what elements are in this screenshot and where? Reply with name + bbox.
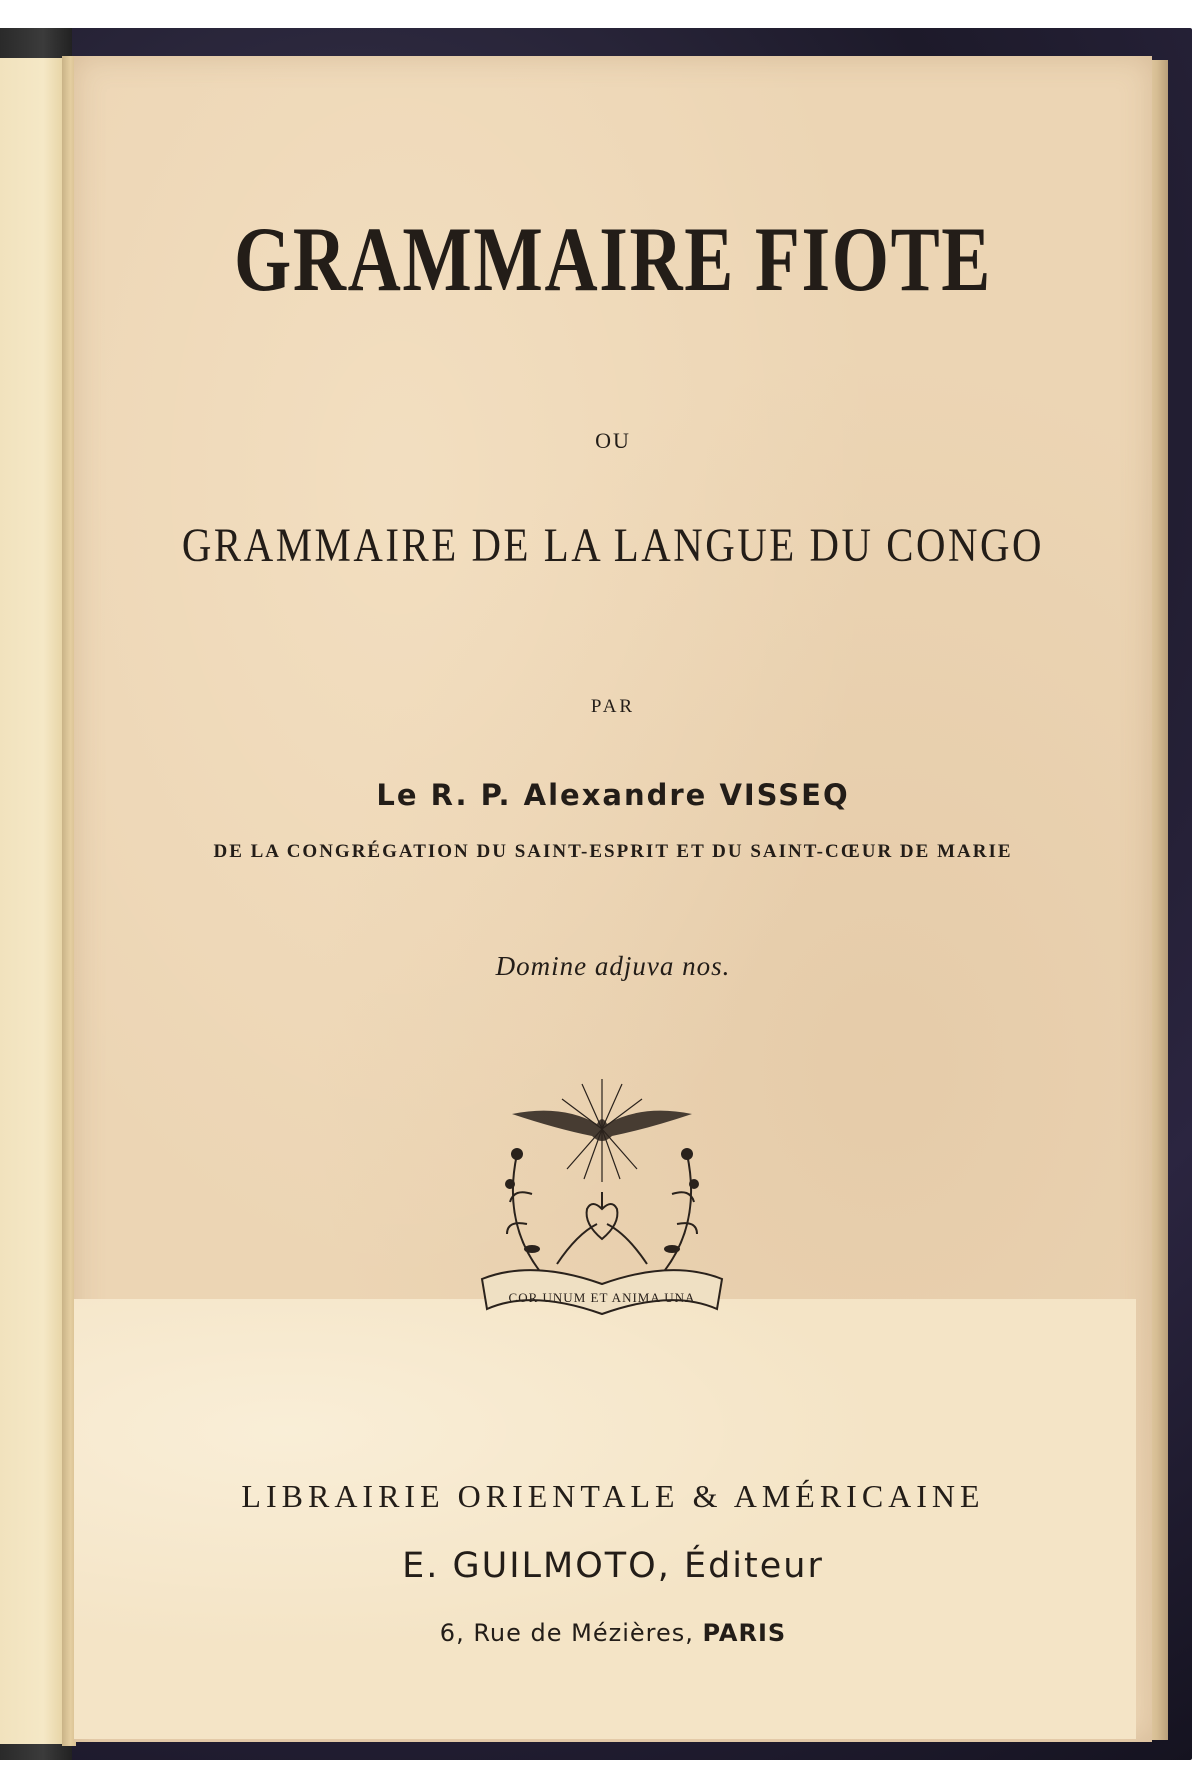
publisher-street: 6, Rue de Mézières, [439,1619,703,1647]
author-congregation: DE LA CONGRÉGATION DU SAINT-ESPRIT ET DU SAINT-CŒUR DE MARIE [213,841,1013,862]
book-title: GRAMMAIRE FIOTE [234,208,992,310]
book-subtitle: GRAMMAIRE DE LA LANGUE DU CONGO [181,519,1045,572]
author-name: Le R. P. Alexandre VISSEQ [376,778,850,812]
emblem-icon [472,1074,732,1324]
publisher-editor: E. GUILMOTO, Éditeur [402,1546,824,1586]
title-page [74,56,1152,1742]
publisher-address [74,1619,1152,1647]
publisher-house: LIBRAIRIE ORIENTALE & AMÉRICAINE [241,1478,985,1514]
by-label: PAR [590,696,636,717]
title-conjunction: OU [595,428,631,453]
motto: Domine adjuva nos. [495,951,731,981]
emblem-banner-text: COR UNUM ET ANIMA UNA [508,1290,696,1305]
publisher-city: PARIS [702,1619,787,1647]
flyleaf [0,58,62,1744]
